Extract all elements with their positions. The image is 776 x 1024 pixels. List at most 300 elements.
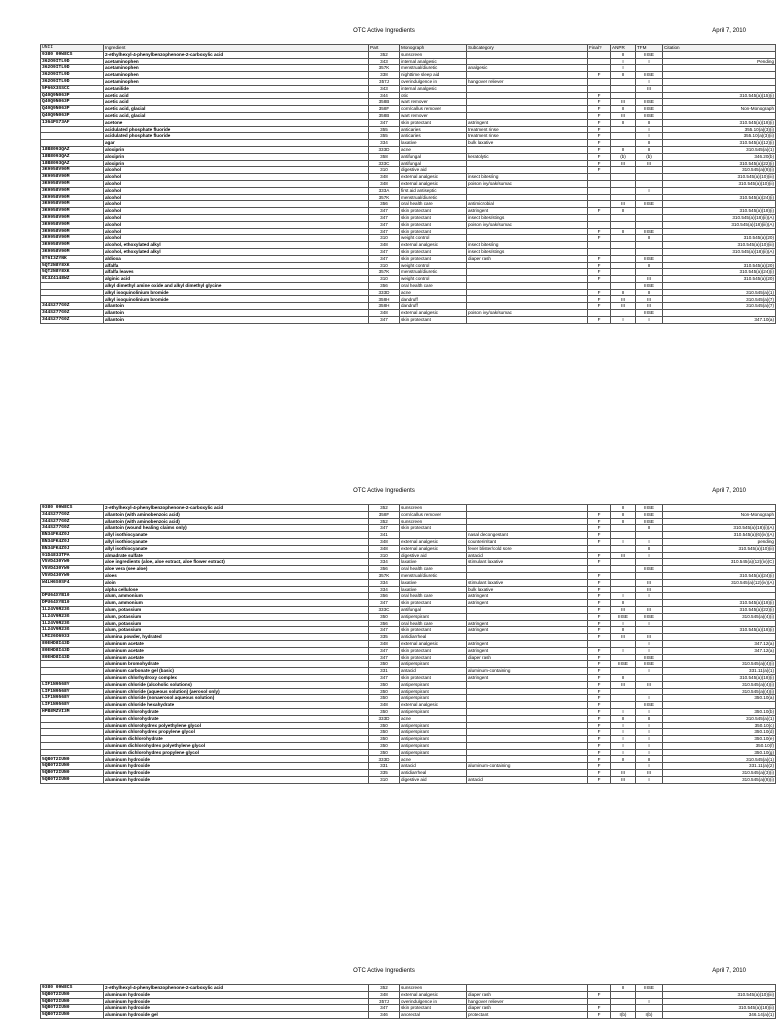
table-row [41,661,776,668]
cell-anpr: II [611,51,636,58]
cell-subcategory [467,749,588,756]
cell-part: 350 [369,613,400,620]
cell-tfm: I [636,647,663,654]
cell-monograph: antiperspirant [400,708,467,715]
cell-subcategory [467,505,588,512]
cell-subcategory [467,606,588,613]
cell-unii: 5QT2N8Y8XK [41,262,104,269]
cell-anpr [611,133,636,140]
cell-unii: 5QB0T2IUN0 [41,776,104,783]
table-row [41,242,776,249]
table-row [41,742,776,749]
cell-unii: 9380 09W8CS [41,51,104,58]
cell-anpr [611,532,636,539]
table-row [41,112,776,119]
cell-final: F [588,593,611,600]
cell-part: 347 [369,654,400,661]
header-tfm: TFM [636,45,663,52]
cell-anpr [611,187,636,194]
cell-part: 310 [369,776,400,783]
cell-tfm [636,627,663,634]
cell-citation: 310.545(a)(4)(i) [663,681,776,688]
table-body [41,505,776,784]
cell-unii: 3K9958V90M [41,208,104,215]
cell-anpr [611,235,636,242]
table-row [41,201,776,208]
cell-unii: LIF1N9568Y [41,681,104,688]
cell-subcategory: astringent [467,640,588,647]
cell-anpr: II [611,72,636,79]
cell-final: F [588,289,611,296]
cell-tfm: II [636,545,663,552]
cell-monograph: skin protectant [400,674,467,681]
cell-final: F [588,681,611,688]
table-row [41,235,776,242]
cell-subcategory: treatment rinse [467,126,588,133]
cell-ingredient: aluminum chlorohydrex propylene glycol [104,729,369,736]
cell-part: 310 [369,235,400,242]
cell-unii [41,140,104,147]
cell-part: 338 [369,72,400,79]
cell-tfm [636,600,663,607]
cell-final: F [588,722,611,729]
cell-monograph: corn/callus remover [400,106,467,113]
cell-ingredient: allantoin [104,316,369,323]
cell-tfm: II [636,235,663,242]
cell-citation [663,112,776,119]
cell-anpr: III [611,606,636,613]
cell-unii: 3K9958V90M [41,214,104,221]
cell-part: 333D [369,715,400,722]
cell-final [588,65,611,72]
cell-anpr: II [611,627,636,634]
cell-citation: 310.545(a)(22)(i) [663,606,776,613]
cell-part: 347 [369,525,400,532]
cell-part: 346 [369,1012,400,1019]
cell-tfm: IIISE [636,106,663,113]
cell-unii: 5QT2N8Y8XK [41,269,104,276]
cell-ingredient: 2-ethylhexyl-4-phenylbenzophenone-2-carboxylic acid [104,985,369,992]
cell-ingredient: 2-ethylhexyl-4-phenylbenzophenone-2-carboxylic acid [104,51,369,58]
cell-unii: 3K9958V90M [41,235,104,242]
cell-ingredient: acetaminophen [104,72,369,79]
cell-monograph: antiperspirant [400,722,467,729]
cell-citation: 310.545(a)(8)(i) [663,776,776,783]
cell-final: F [588,106,611,113]
cell-unii: W4LH6S0SF4 [41,579,104,586]
cell-final: F [588,167,611,174]
cell-tfm: IIISE [636,505,663,512]
table-row [41,688,776,695]
cell-part: 356 [369,593,400,600]
cell-subcategory [467,112,588,119]
cell-subcategory: fever blister/cold sore [467,545,588,552]
cell-ingredient: aluminum chlorohydrate [104,708,369,715]
cell-ingredient: alginic acid [104,276,369,283]
cell-unii: 5QB0T2IUN0 [41,991,104,998]
cell-final [588,310,611,317]
cell-part: 358H [369,303,400,310]
cell-subcategory [467,722,588,729]
cell-final: F [588,269,611,276]
cell-monograph: skin protectant [400,525,467,532]
cell-subcategory [467,316,588,323]
cell-part: 358 [369,153,400,160]
cell-ingredient: alcohol [104,194,369,201]
cell-ingredient: aluminum acetate [104,647,369,654]
cell-tfm: I [636,668,663,675]
table-row [41,695,776,702]
cell-ingredient: allyl isothiocyanate [104,545,369,552]
cell-citation: 310.545(a)(24)(i) [663,572,776,579]
cell-tfm [636,559,663,566]
cell-monograph: laxative [400,586,467,593]
cell-final: F [588,586,611,593]
cell-anpr: I [611,538,636,545]
cell-subcategory: keratolytic [467,153,588,160]
table-row [41,572,776,579]
cell-tfm: IIISE [636,72,663,79]
cell-ingredient: aluminum dichlorohydrex propylene glycol [104,749,369,756]
cell-ingredient: alcohol [104,235,369,242]
cell-monograph: internal analgesic [400,85,467,92]
cell-citation: 310.545(a)(15)(i) [663,92,776,99]
cell-anpr [611,248,636,255]
table-row [41,634,776,641]
cell-monograph: skin protectant [400,255,467,262]
cell-ingredient: acetaminophen [104,65,369,72]
cell-monograph: antiperspirant [400,613,467,620]
cell-unii: BN34FK4Z0J [41,545,104,552]
cell-ingredient: alcohol [104,167,369,174]
cell-part: 348 [369,242,400,249]
cell-anpr [611,85,636,92]
cell-part: 333D [369,289,400,296]
cell-monograph: antifungal [400,606,467,613]
cell-part: 350 [369,688,400,695]
cell-unii: Q40Q9N063P [41,112,104,119]
cell-tfm: I [636,126,663,133]
cell-unii: HPB8MZVI3M [41,708,104,715]
cell-citation [663,85,776,92]
cell-subcategory [467,695,588,702]
cell-unii: 344S277G0Z [41,511,104,518]
cell-unii: 1L24V9R23G [41,613,104,620]
cell-final: F [588,770,611,777]
cell-tfm: IIISE [636,99,663,106]
cell-tfm: IIISE [636,613,663,620]
cell-citation: 347.12(a) [663,640,776,647]
cell-unii [41,674,104,681]
cell-ingredient: alum, potassium [104,613,369,620]
cell-unii: 80EHD8I43D [41,640,104,647]
cell-subcategory: astringent [467,674,588,681]
cell-unii: 3K9958V90M [41,194,104,201]
cell-tfm: IIISE [636,511,663,518]
table-row [41,736,776,743]
cell-citation: 310.545(a)(18)(ii)(A) [663,214,776,221]
cell-citation [663,72,776,79]
cell-subcategory [467,282,588,289]
cell-monograph [400,532,467,539]
cell-ingredient: acidulated phosphate fluoride [104,133,369,140]
cell-tfm: I [636,736,663,743]
table-row [41,221,776,228]
cell-monograph: skin protectant [400,600,467,607]
cell-tfm: III [636,296,663,303]
cell-unii [41,715,104,722]
cell-subcategory: astringent [467,647,588,654]
cell-citation: 346.14(a)(1) [663,1012,776,1019]
cell-tfm [636,221,663,228]
table-row [41,715,776,722]
cell-unii: 18B8093QAZ [41,153,104,160]
cell-unii: LIF1N9568Y [41,695,104,702]
table-row [41,208,776,215]
cell-citation [663,702,776,709]
table-row [41,160,776,167]
cell-monograph: menstrual/diuretic [400,269,467,276]
cell-part: 350 [369,722,400,729]
cell-anpr: II [611,756,636,763]
header-part: Part [369,45,400,52]
cell-anpr: (b) [611,153,636,160]
cell-anpr: II [611,518,636,525]
cell-tfm: IIISE [636,255,663,262]
cell-monograph: antiperspirant [400,749,467,756]
cell-subcategory [467,187,588,194]
cell-anpr: III [611,112,636,119]
cell-part: 310 [369,262,400,269]
cell-tfm: II [636,756,663,763]
table-row [41,991,776,998]
cell-monograph: overindulgence in [400,998,467,1005]
cell-final: F [588,600,611,607]
table-row [41,92,776,99]
cell-final: F [588,235,611,242]
cell-unii [41,296,104,303]
table-row [41,600,776,607]
cell-ingredient: aluminum bromohydrate [104,661,369,668]
cell-monograph: external analgesic [400,991,467,998]
cell-unii [41,126,104,133]
cell-part: 350 [369,681,400,688]
cell-final: F [588,296,611,303]
cell-unii: 5P66X3SSCC [41,85,104,92]
cell-ingredient: aluminum hydroxide [104,1005,369,1012]
cell-anpr [611,586,636,593]
cell-part: 334 [369,586,400,593]
cell-subcategory: astringent [467,208,588,215]
cell-subcategory [467,525,588,532]
cell-final: F [588,688,611,695]
cell-anpr: II [611,119,636,126]
cell-ingredient: alcohol [104,228,369,235]
cell-unii: V5VD430YW9 [41,572,104,579]
cell-monograph: acne [400,146,467,153]
cell-monograph: external analgesic [400,310,467,317]
cell-ingredient: aluminum hydroxide [104,770,369,777]
cell-citation [663,505,776,512]
cell-tfm: IIISE [636,985,663,992]
cell-unii: 3K9958V90M [41,248,104,255]
cell-part: 335 [369,634,400,641]
table-row [41,722,776,729]
cell-final: F [588,776,611,783]
cell-tfm: II [636,715,663,722]
table-row [41,296,776,303]
cell-tfm: III [636,586,663,593]
cell-monograph: menstrual/diuretic [400,65,467,72]
table-row [41,72,776,79]
cell-monograph: laxative [400,579,467,586]
cell-subcategory: antacid [467,552,588,559]
cell-anpr: II [611,511,636,518]
cell-citation: 331.11(a)(2) [663,763,776,770]
document-date: April 7, 2010 [712,28,746,34]
cell-final [588,85,611,92]
table-row [41,255,776,262]
cell-monograph: acne [400,756,467,763]
cell-anpr: I [611,647,636,654]
cell-citation: 310.545(a)(18)(i) [663,627,776,634]
cell-tfm: I [636,187,663,194]
cell-part: 333C [369,606,400,613]
cell-unii: 1L24V9R23G [41,627,104,634]
cell-tfm [636,174,663,181]
cell-anpr: III [611,770,636,777]
cell-tfm [636,688,663,695]
cell-tfm: I [636,78,663,85]
cell-ingredient: alfalfa leaves [104,269,369,276]
cell-ingredient: allantoin [104,310,369,317]
cell-monograph: oral health care [400,201,467,208]
table-row [41,674,776,681]
cell-tfm [636,92,663,99]
cell-ingredient: alcohol [104,221,369,228]
cell-citation: 310.545(a)(1) [663,289,776,296]
cell-final: F [588,262,611,269]
cell-tfm [636,532,663,539]
cell-subcategory: aluminum-containing [467,668,588,675]
cell-final: F [588,525,611,532]
cell-final: F [588,729,611,736]
cell-part: 347 [369,627,400,634]
cell-citation [663,310,776,317]
cell-unii: 3K9958V90M [41,242,104,249]
table-row [41,532,776,539]
cell-tfm: I [636,776,663,783]
cell-unii: 362O9ITL9D [41,58,104,65]
cell-subcategory [467,702,588,709]
cell-part: 347 [369,600,400,607]
cell-citation: 310.545(a)(7) [663,303,776,310]
cell-ingredient: alum, potassium [104,606,369,613]
cell-anpr: II [611,106,636,113]
cell-monograph: sunscreen [400,51,467,58]
cell-anpr: III [611,160,636,167]
cell-final: F [588,1005,611,1012]
cell-citation [663,65,776,72]
cell-anpr: III [611,776,636,783]
ingredients-table [40,504,776,784]
cell-part: 347 [369,208,400,215]
cell-subcategory: poison ivy/oak/sumac [467,310,588,317]
cell-anpr [611,276,636,283]
cell-unii [41,133,104,140]
cell-ingredient: acetic acid [104,99,369,106]
cell-tfm: III [636,85,663,92]
cell-part: 341 [369,532,400,539]
cell-unii: Q40Q9N063P [41,106,104,113]
cell-final: F [588,511,611,518]
table-row [41,586,776,593]
cell-ingredient: acetic acid, glacial [104,106,369,113]
cell-part: 344 [369,92,400,99]
table-row [41,756,776,763]
cell-citation [663,552,776,559]
cell-tfm: I [636,722,663,729]
cell-ingredient: aloe ingredients (aloe, aloe extract, aloe flower extract) [104,559,369,566]
cell-tfm: III [636,160,663,167]
cell-anpr: I [611,749,636,756]
cell-monograph: internal analgesic [400,58,467,65]
document-date: April 7, 2010 [712,488,746,494]
cell-subcategory: stimulant laxative [467,579,588,586]
cell-subcategory [467,566,588,573]
cell-citation: 350.10(g) [663,749,776,756]
cell-final [588,201,611,208]
cell-ingredient: alcohol [104,174,369,181]
table-row [41,78,776,85]
cell-anpr: III [611,681,636,688]
cell-ingredient: aluminum hydroxide [104,776,369,783]
cell-tfm: IIISE [636,566,663,573]
cell-anpr [611,545,636,552]
cell-ingredient: alcohol [104,201,369,208]
table-row [41,552,776,559]
cell-anpr: III [611,634,636,641]
cell-tfm: IIISE [636,282,663,289]
cell-ingredient: acidulated phosphate fluoride [104,126,369,133]
cell-monograph: antiperspirant [400,729,467,736]
cell-ingredient: aluminum dichlorohydrate [104,736,369,743]
cell-citation: 355.10(a)(3)(ii) [663,133,776,140]
cell-ingredient: alcohol [104,180,369,187]
cell-unii: LIF1N9568Y [41,702,104,709]
cell-citation: 310.545(a)(20) [663,276,776,283]
cell-monograph: antidiarrheal [400,634,467,641]
cell-anpr [611,559,636,566]
cell-monograph: external analgesic [400,180,467,187]
cell-subcategory [467,613,588,620]
cell-final [588,248,611,255]
cell-part: 356 [369,620,400,627]
cell-citation [663,518,776,525]
header-monograph: Monograph [400,45,467,52]
table-row [41,985,776,992]
cell-subcategory [467,511,588,518]
cell-final: F [588,255,611,262]
cell-final: F [588,702,611,709]
cell-unii: 5QB0T2IUN0 [41,756,104,763]
cell-tfm [636,194,663,201]
cell-citation: 310.545(a)(8)(i) [663,167,776,174]
cell-part: 310 [369,276,400,283]
cell-part: 356 [369,566,400,573]
cell-ingredient: alkyl isoquinolinium bromide [104,296,369,303]
cell-unii: 3K9958V90M [41,167,104,174]
